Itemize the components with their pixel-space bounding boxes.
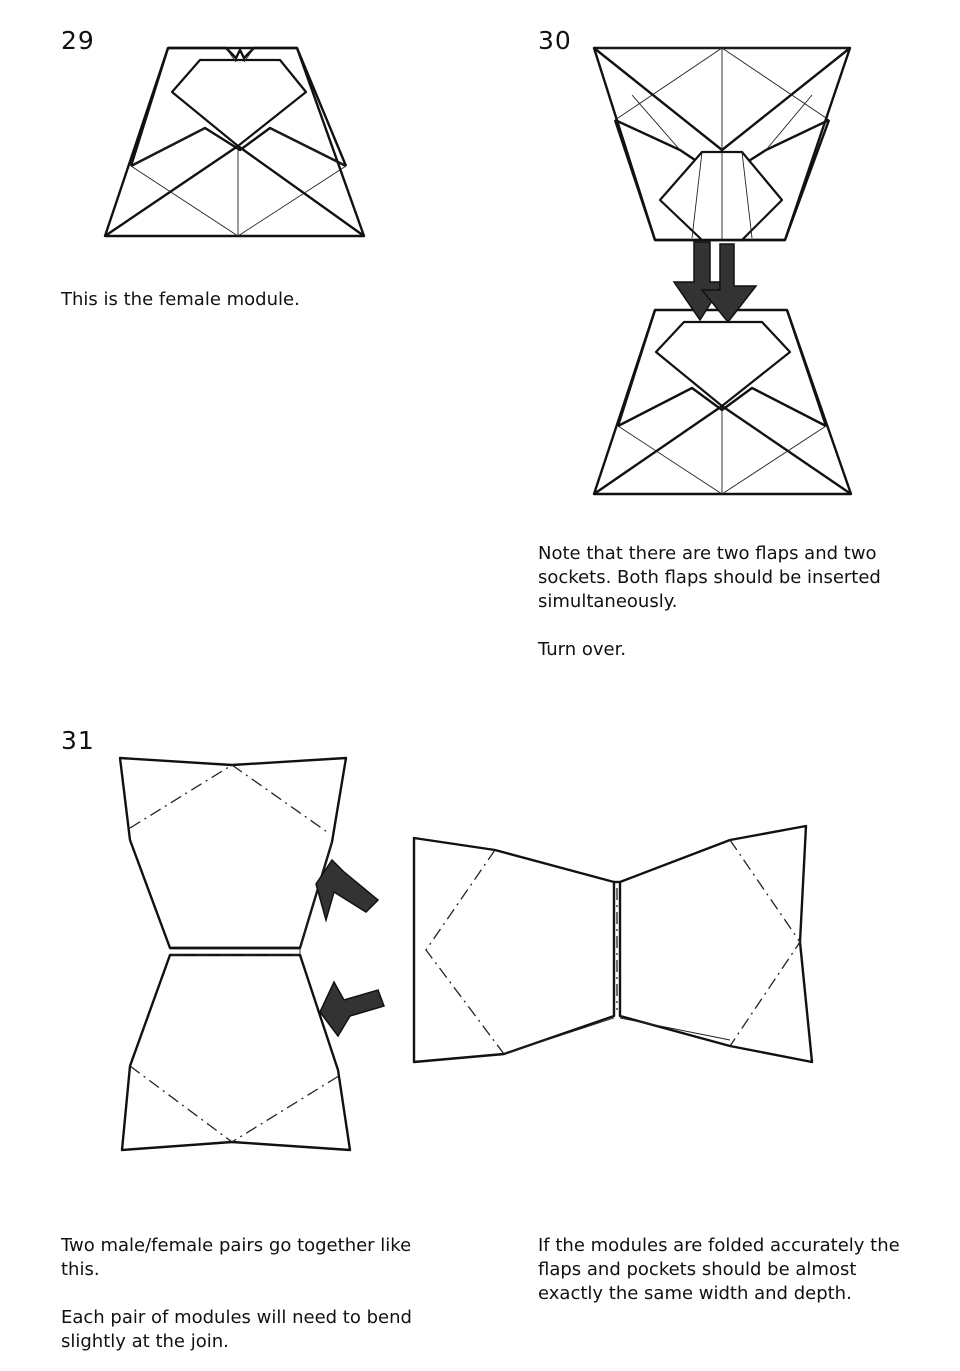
arrow-left-icon <box>316 860 378 920</box>
caption-text: Turn over. <box>538 639 627 660</box>
caption-text: This is the female module. <box>61 289 300 310</box>
step-number-29: 29 <box>61 26 95 55</box>
step-number-30: 30 <box>538 26 572 55</box>
step-number-31: 31 <box>61 726 95 755</box>
caption-text: If the modules are folded accurately the flaps and pockets should be almost exactly the same width and depth. <box>538 1235 900 1304</box>
caption-text: Two male/female pairs go together like this. <box>61 1235 412 1280</box>
arrow-left-icon <box>320 982 384 1036</box>
vertical-pair <box>120 758 384 1150</box>
caption-text: Note that there are two flaps and two sockets. Both flaps should be inserted simultaneously. <box>538 543 881 612</box>
horizontal-pair <box>414 826 812 1062</box>
caption-text: Each pair of modules will need to bend slightly at the join. <box>61 1307 412 1352</box>
